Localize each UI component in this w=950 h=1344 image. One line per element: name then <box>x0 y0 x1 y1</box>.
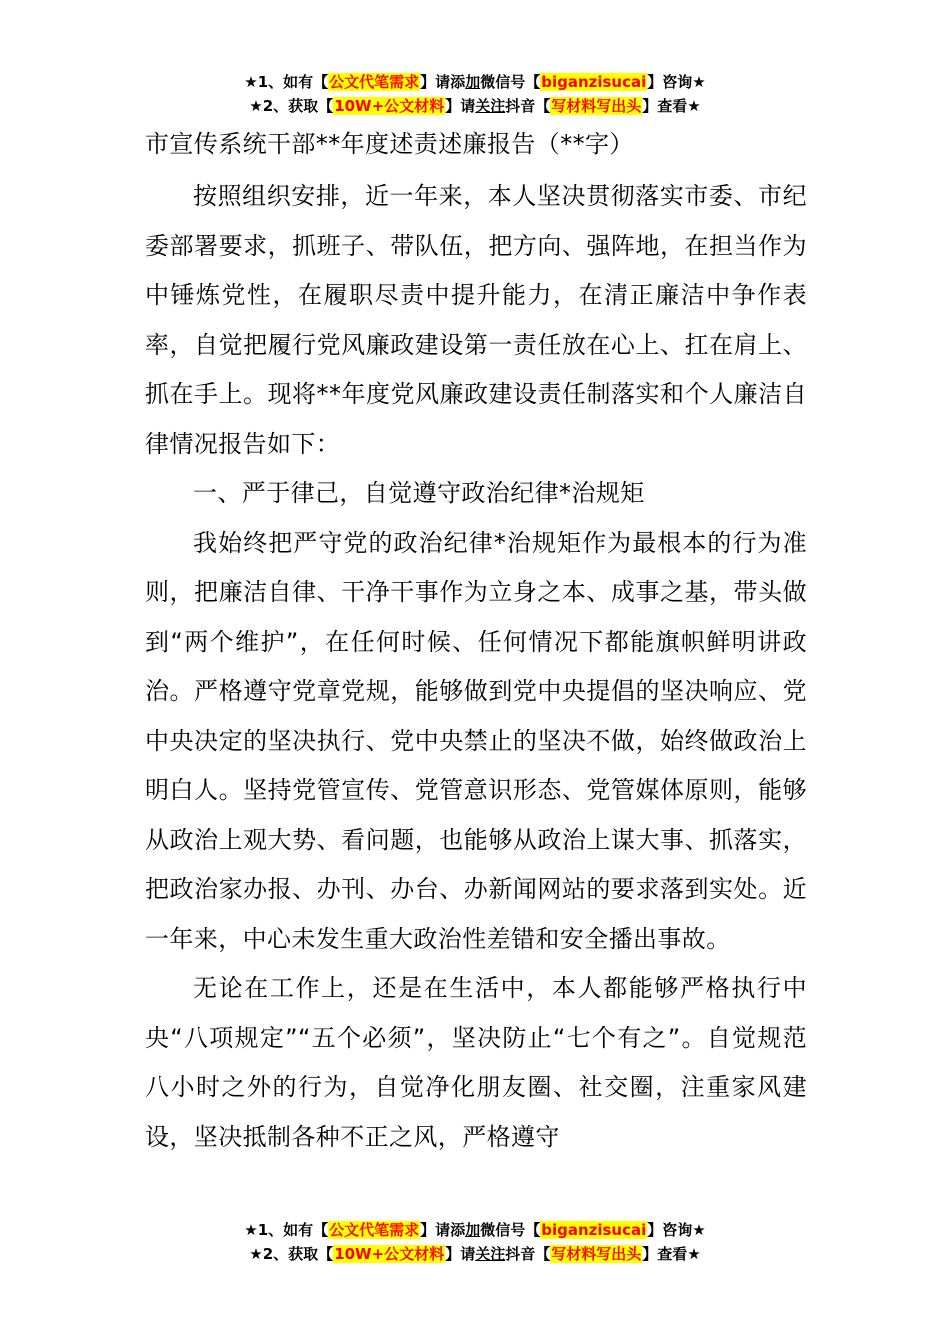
highlight-douyin-account: 写材料写出头 <box>551 97 642 115</box>
bottom-promo-banner <box>0 1218 950 1266</box>
intro-paragraph: 按照组织安排，近一年来，本人坚决贯彻落实市委、市纪委部署要求，抓班子、带队伍，把方向、强阵地，在担当作为中锤炼党性，在履职尽责中提升能力，在清正廉洁中争作表率，自觉把履行党风廉政建设第一责任放在心上、扛在肩上、抓在手上。现将**年度党风廉政建设责任制落实和个人廉洁自律情况报告如下： <box>145 182 807 458</box>
promo-line-1: ★1、如有【公文代笔需求】请添加微信号【biganzisucai】咨询★ <box>244 73 706 91</box>
highlight-materials: 10W+公文材料 <box>334 97 445 115</box>
body-paragraph: 无论在工作上，还是在生活中，本人都能够严格执行中央“八项规定”“五个必须”，坚决防止“七个有之”。自觉规范八小时之外的行为，自觉净化朋友圈、社交圈，注重家风建设，坚决抵制各种不正之风，严格遵守 <box>145 974 807 1151</box>
highlight-wechat-id: biganzisucai <box>541 1221 647 1239</box>
body-paragraph: 我始终把严守党的政治纪律*治规矩作为最根本的行为准则，把廉洁自律、干净干事作为立身之本、成事之基，带头做到“两个维护”，在任何时候、任何情况下都能旗帜鲜明讲政治。严格遵守党章党规，能够做到党中央提倡的坚决响应、党中央决定的坚决执行、党中央禁止的坚决不做，始终做政治上明白人。坚持党管宣传、党管意识形态、党管媒体原则，能够从政治上观大势、看问题，也能够从政治上谋大事、抓落实，把政治家办报、办刊、办台、办新闻网站的要求落到实处。近一年来，中心未发生重大政治性差错和安全播出事故。 <box>145 528 807 953</box>
promo-line-2: ★2、获取【10W+公文材料】请关注抖音【写材料写出头】查看★ <box>249 97 701 115</box>
highlight-materials: 10W+公文材料 <box>334 1245 445 1263</box>
highlight-service: 公文代笔需求 <box>329 1221 420 1239</box>
highlight-douyin-account: 写材料写出头 <box>551 1245 642 1263</box>
document-body <box>145 124 807 1162</box>
top-promo-banner <box>0 70 950 118</box>
promo-line-2: ★2、获取【10W+公文材料】请关注抖音【写材料写出头】查看★ <box>249 1245 701 1263</box>
highlight-service: 公文代笔需求 <box>329 73 420 91</box>
document-title: 市宣传系统干部**年度述责述廉报告（**字） <box>145 130 634 158</box>
highlight-wechat-id: biganzisucai <box>541 73 647 91</box>
section-heading: 一、严于律己，自觉遵守政治纪律*治规矩 <box>193 479 645 507</box>
promo-line-1: ★1、如有【公文代笔需求】请添加微信号【biganzisucai】咨询★ <box>244 1221 706 1239</box>
